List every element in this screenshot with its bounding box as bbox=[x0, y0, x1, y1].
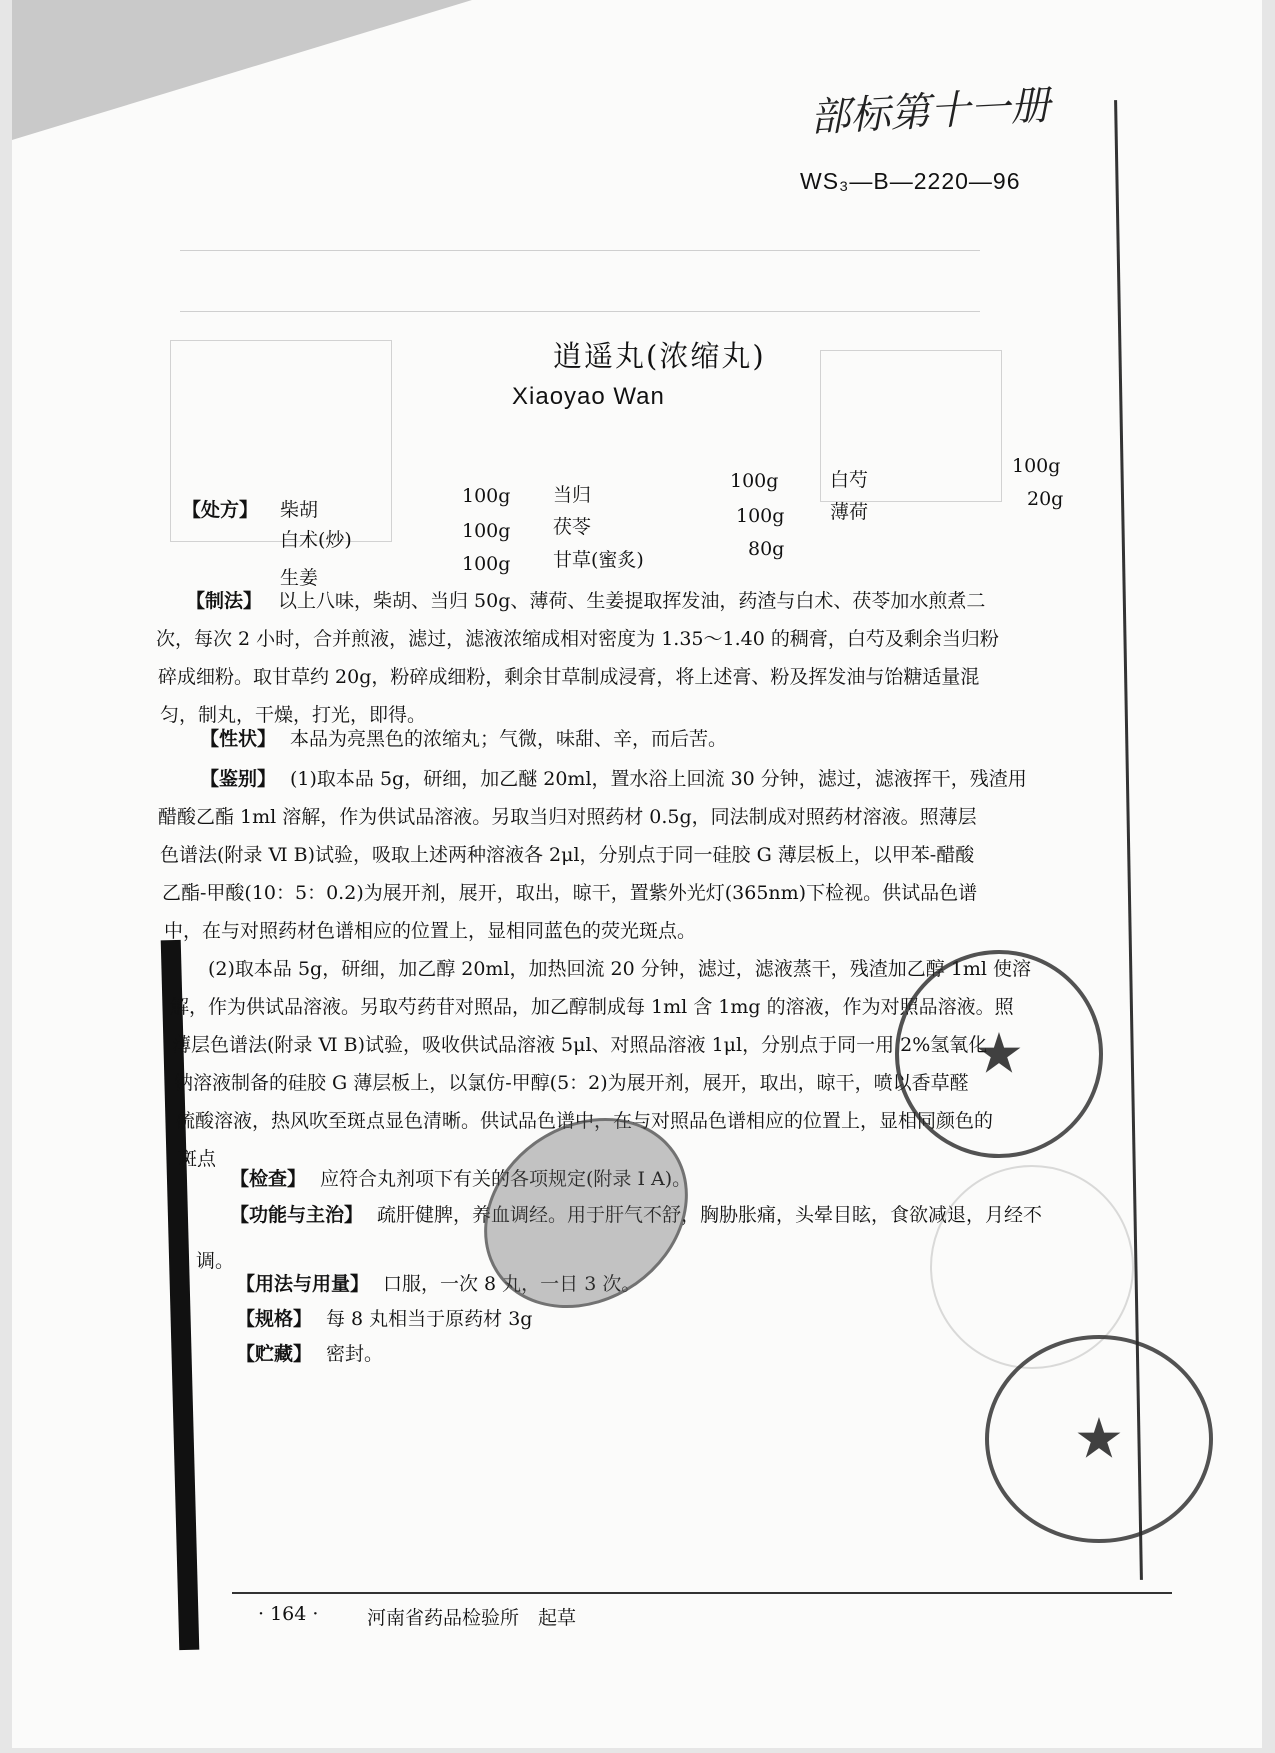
storage-section bbox=[236, 1335, 383, 1373]
ingredient-qty: 100g bbox=[1012, 455, 1061, 477]
ingredient-name: 白术(炒) bbox=[280, 529, 352, 551]
identification-line: 中，在与对照药材色谱相应的位置上，显相同蓝色的荧光斑点。 bbox=[164, 920, 697, 942]
ingredient-qty: 100g bbox=[730, 470, 779, 492]
identification-line: (1)取本品 5g，研细，加乙醚 20ml，置水浴上回流 30 分钟，滤过，滤液挥干，残渣用 bbox=[290, 768, 1027, 790]
identification-line: 钠溶液制备的硅胶 G 薄层板上，以氯仿-甲醇(5：2)为展开剂，展开，取出，晾干，喷以香草醛 bbox=[174, 1072, 969, 1094]
ingredient-name: 薄荷 bbox=[830, 501, 869, 523]
inspection-label: 【检查】 bbox=[230, 1168, 307, 1190]
round-stamp-upper bbox=[895, 950, 1103, 1158]
ingredient-qty: 80g bbox=[748, 538, 785, 560]
storage-label: 【贮藏】 bbox=[236, 1343, 313, 1365]
page-number: · 164 · bbox=[258, 1603, 319, 1625]
prescription-label: 【处方】 bbox=[182, 499, 259, 521]
identification-section bbox=[158, 760, 1032, 1178]
ingredient-name: 茯苓 bbox=[553, 516, 592, 538]
ingredient-name: 生姜 bbox=[280, 567, 319, 589]
folded-corner bbox=[12, 0, 472, 140]
method-line: 匀，制丸，干燥，打光，即得。 bbox=[160, 704, 427, 726]
ingredient-name: 当归 bbox=[553, 484, 592, 506]
usage-text: 口服，一次 8 丸，一日 3 次。 bbox=[383, 1273, 641, 1295]
identification-line: 斑点 bbox=[178, 1148, 217, 1170]
ingredient-qty: 100g bbox=[736, 505, 785, 527]
identification-line: 解，作为供试品溶液。另取芍药苷对照品，加乙醇制成每 1ml 含 1mg 的溶液，作为对照品溶液。照 bbox=[170, 996, 1014, 1018]
star-icon: ★ bbox=[1073, 1406, 1125, 1472]
inspection-text: 应符合丸剂项下有关的各项规定(附录 Ⅰ A)。 bbox=[320, 1168, 692, 1190]
method-line: 以上八味，柴胡、当归 50g、薄荷、生姜提取挥发油，药渣与白术、茯苓加水煎煮二 bbox=[278, 590, 986, 612]
round-stamp-lower bbox=[985, 1335, 1213, 1543]
drug-title-pinyin: Xiaoyao Wan bbox=[512, 383, 665, 410]
identification-line: 乙酯-甲酸(10：5：0.2)为展开剂，展开，取出，晾干，置紫外光灯(365nm)下检视。供试品色谱 bbox=[162, 882, 978, 904]
drug-title-chinese: 逍遥丸(浓缩丸) bbox=[553, 339, 766, 373]
identification-label: 【鉴别】 bbox=[200, 768, 277, 790]
character-text: 本品为亮黑色的浓缩丸；气微，味甜、辛，而后苦。 bbox=[290, 728, 728, 750]
storage-text: 密封。 bbox=[326, 1343, 384, 1365]
ingredient-qty: 20g bbox=[1027, 488, 1064, 510]
function-label: 【功能与主治】 bbox=[230, 1204, 364, 1226]
character-section bbox=[200, 720, 727, 758]
ingredient-qty: 100g bbox=[462, 553, 511, 575]
method-section bbox=[156, 582, 999, 734]
ingredient-name: 柴胡 bbox=[280, 499, 319, 521]
identification-line: 色谱法(附录 Ⅵ B)试验，吸取上述两种溶液各 2μl，分别点于同一硅胶 G 薄层板上，以甲苯-醋酸 bbox=[160, 844, 975, 866]
identification-line: (2)取本品 5g，研细，加乙醇 20ml，加热回流 20 分钟，滤过，滤液蒸干，残渣加乙醇 1ml 使溶 bbox=[208, 958, 1032, 980]
usage-label: 【用法与用量】 bbox=[236, 1273, 370, 1295]
character-label: 【性状】 bbox=[200, 728, 277, 750]
identification-line: 醋酸乙酯 1ml 溶解，作为供试品溶液。另取当归对照药材 0.5g，同法制成对照药材溶液。照薄层 bbox=[158, 806, 977, 828]
method-line: 次，每次 2 小时，合并煎液，滤过，滤液浓缩成相对密度为 1.35～1.40 的稠膏，白芍及剩余当归粉 bbox=[156, 628, 999, 650]
bleed-through-table bbox=[180, 250, 980, 312]
identification-line: 硫酸溶液，热风吹至斑点显色清晰。供试品色谱中，在与对照品色谱相应的位置上，显相同颜色的 bbox=[176, 1110, 994, 1132]
spec-text: 每 8 丸相当于原药材 3g bbox=[326, 1308, 533, 1330]
drafter-credit: 河南省药品检验所 起草 bbox=[367, 1607, 577, 1629]
spec-section bbox=[236, 1300, 532, 1338]
handwritten-note: 部标第十一册 bbox=[809, 82, 1052, 142]
ingredient-name: 甘草(蜜炙) bbox=[553, 549, 644, 571]
ingredient-qty: 100g bbox=[462, 520, 511, 542]
method-label: 【制法】 bbox=[186, 590, 263, 612]
footer-rule bbox=[232, 1592, 1172, 1594]
function-text-cont: 调。 bbox=[196, 1250, 235, 1272]
spec-label: 【规格】 bbox=[236, 1308, 313, 1330]
method-line: 碎成细粉。取甘草约 20g，粉碎成细粉，剩余甘草制成浸膏，将上述膏、粉及挥发油与饴糖适量混 bbox=[158, 666, 980, 688]
ingredient-qty: 100g bbox=[462, 485, 511, 507]
identification-line: 薄层色谱法(附录 Ⅵ B)试验，吸收供试品溶液 5μl、对照品溶液 1μl，分别点于同一用 2%氢氧化 bbox=[172, 1034, 988, 1056]
star-icon: ★ bbox=[973, 1021, 1025, 1087]
function-text: 疏肝健脾，养血调经。用于肝气不舒，胸胁胀痛，头晕目眩，食欲减退，月经不 bbox=[377, 1204, 1043, 1226]
ingredient-name: 白芍 bbox=[830, 469, 869, 491]
standard-code: WS₃—B—2220—96 bbox=[800, 168, 1021, 194]
